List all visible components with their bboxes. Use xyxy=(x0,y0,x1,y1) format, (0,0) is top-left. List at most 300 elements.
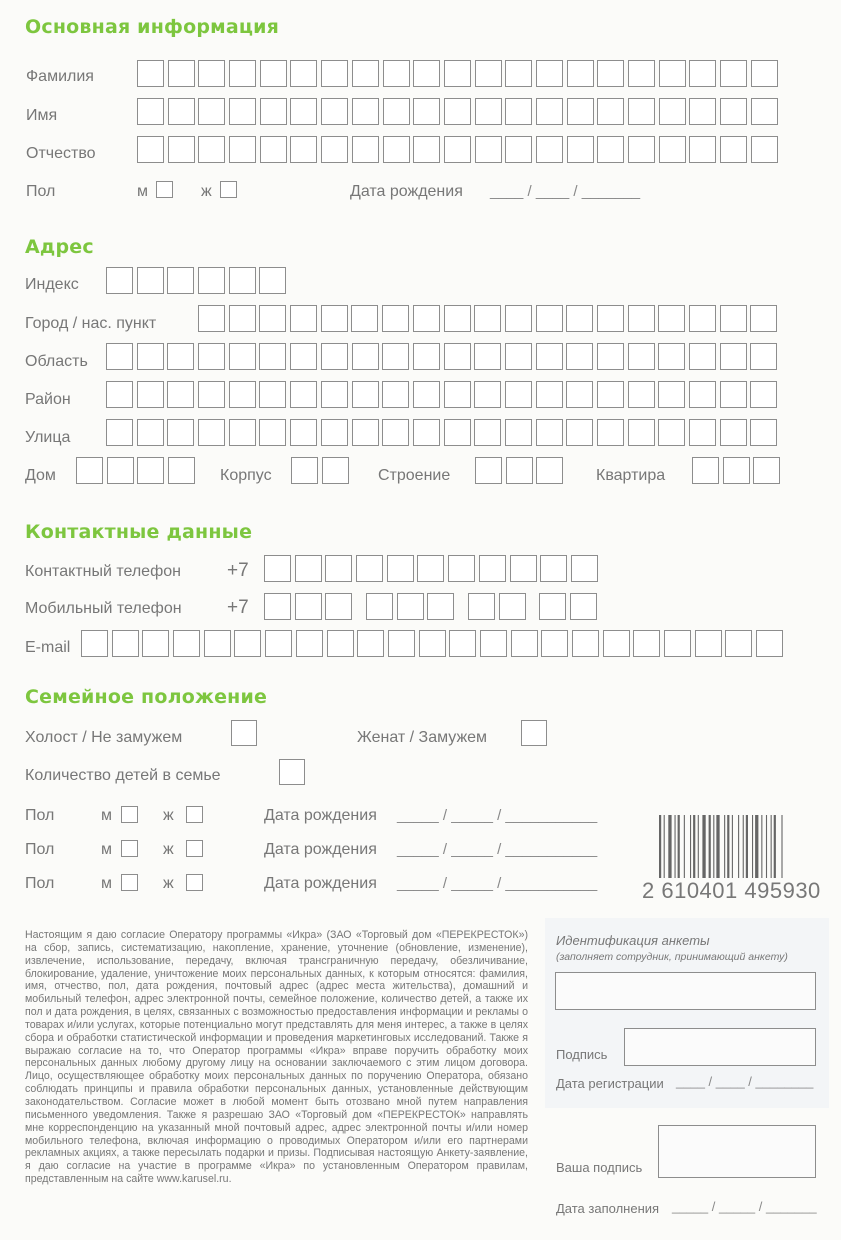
char-box[interactable] xyxy=(413,305,440,332)
char-box[interactable] xyxy=(628,343,655,370)
char-box[interactable] xyxy=(475,98,502,125)
married-checkbox[interactable] xyxy=(521,720,547,746)
char-box[interactable] xyxy=(419,630,446,657)
char-box[interactable] xyxy=(259,419,286,446)
char-box[interactable] xyxy=(204,630,231,657)
char-box[interactable] xyxy=(168,457,195,484)
char-box[interactable] xyxy=(597,343,624,370)
char-box[interactable] xyxy=(137,343,164,370)
barcode-bar xyxy=(755,815,758,885)
street-field[interactable] xyxy=(106,419,781,446)
char-box[interactable] xyxy=(259,343,286,370)
reg-date-field[interactable]: ____ / ____ / ________ xyxy=(676,1074,814,1089)
char-box[interactable] xyxy=(444,419,471,446)
male-label: м xyxy=(137,183,148,200)
char-box[interactable] xyxy=(468,593,495,620)
char-box[interactable] xyxy=(321,136,348,163)
char-box[interactable] xyxy=(366,593,393,620)
char-box[interactable] xyxy=(137,419,164,446)
child-male-label: м xyxy=(101,875,112,892)
char-box[interactable] xyxy=(321,343,348,370)
char-box[interactable] xyxy=(566,305,593,332)
char-box[interactable] xyxy=(383,136,410,163)
house-label: Дом xyxy=(25,467,56,484)
birthdate-field[interactable]: ____ / ____ / _______ xyxy=(490,183,641,200)
mobile-prefix: +7 xyxy=(227,597,249,618)
char-box[interactable] xyxy=(692,457,719,484)
apartment-field[interactable] xyxy=(692,457,784,484)
char-box[interactable] xyxy=(536,381,563,408)
char-box[interactable] xyxy=(352,343,379,370)
child-gender-label: Пол xyxy=(25,807,55,824)
barcode-bar xyxy=(668,815,671,885)
char-box[interactable] xyxy=(633,630,660,657)
mobile-part2-field[interactable] xyxy=(468,593,529,620)
barcode-bar xyxy=(732,815,733,885)
char-box[interactable] xyxy=(290,60,317,87)
char-box[interactable] xyxy=(198,343,225,370)
char-box[interactable] xyxy=(352,381,379,408)
barcode-bar xyxy=(659,815,661,885)
child-male-checkbox[interactable] xyxy=(121,806,138,823)
char-box[interactable] xyxy=(168,60,195,87)
char-box[interactable] xyxy=(383,98,410,125)
gender-label: Пол xyxy=(26,183,56,200)
char-box[interactable] xyxy=(448,555,475,582)
char-box[interactable] xyxy=(444,381,471,408)
structure-field[interactable] xyxy=(475,457,567,484)
barcode-number: 2 610401 495930 xyxy=(642,878,821,903)
mobile-part1-field[interactable] xyxy=(366,593,458,620)
char-box[interactable] xyxy=(397,593,424,620)
char-box[interactable] xyxy=(475,136,502,163)
married-label: Женат / Замужем xyxy=(357,729,488,746)
char-box[interactable] xyxy=(720,60,747,87)
char-box[interactable] xyxy=(723,457,750,484)
customer-signature-field[interactable] xyxy=(658,1125,816,1178)
char-box[interactable] xyxy=(720,98,747,125)
char-box[interactable] xyxy=(567,60,594,87)
char-box[interactable] xyxy=(382,419,409,446)
patronymic-field[interactable] xyxy=(137,136,781,163)
surname-field[interactable] xyxy=(137,60,781,87)
char-box[interactable] xyxy=(505,343,532,370)
barcode-bar xyxy=(752,815,753,885)
index-field[interactable] xyxy=(106,267,290,294)
char-box[interactable] xyxy=(510,555,537,582)
char-box[interactable] xyxy=(229,98,256,125)
child-gender-label: Пол xyxy=(25,875,55,892)
surname-label: Фамилия xyxy=(26,68,94,85)
char-box[interactable] xyxy=(173,630,200,657)
char-box[interactable] xyxy=(137,136,164,163)
char-box[interactable] xyxy=(751,98,778,125)
child-male-label: м xyxy=(101,807,112,824)
char-box[interactable] xyxy=(750,305,777,332)
char-box[interactable] xyxy=(413,60,440,87)
char-box[interactable] xyxy=(356,555,383,582)
char-box[interactable] xyxy=(474,381,501,408)
char-box[interactable] xyxy=(382,381,409,408)
char-box[interactable] xyxy=(325,593,352,620)
email-field[interactable] xyxy=(81,630,787,657)
char-box[interactable] xyxy=(751,60,778,87)
phone-prefix: +7 xyxy=(227,560,249,581)
char-box[interactable] xyxy=(264,555,291,582)
char-box[interactable] xyxy=(81,630,108,657)
barcode-bar xyxy=(771,815,772,885)
char-box[interactable] xyxy=(566,343,593,370)
char-box[interactable] xyxy=(290,343,317,370)
char-box[interactable] xyxy=(167,267,194,294)
char-box[interactable] xyxy=(322,457,349,484)
child-female-label: ж xyxy=(163,807,174,824)
char-box[interactable] xyxy=(628,381,655,408)
char-box[interactable] xyxy=(628,60,655,87)
char-box[interactable] xyxy=(511,630,538,657)
char-box[interactable] xyxy=(505,98,532,125)
char-box[interactable] xyxy=(536,343,563,370)
char-box[interactable] xyxy=(137,381,164,408)
char-box[interactable] xyxy=(321,419,348,446)
char-box[interactable] xyxy=(720,419,747,446)
female-checkbox[interactable] xyxy=(220,181,237,198)
char-box[interactable] xyxy=(664,630,691,657)
barcode-bar xyxy=(684,815,685,885)
barcode-bar xyxy=(702,815,705,885)
char-box[interactable] xyxy=(567,136,594,163)
city-field[interactable] xyxy=(198,305,781,332)
char-box[interactable] xyxy=(290,419,317,446)
char-box[interactable] xyxy=(167,343,194,370)
char-box[interactable] xyxy=(753,457,780,484)
char-box[interactable] xyxy=(137,98,164,125)
char-box[interactable] xyxy=(474,419,501,446)
char-box[interactable] xyxy=(296,630,323,657)
section-title-family: Семейное положение xyxy=(25,686,268,708)
char-box[interactable] xyxy=(417,555,444,582)
city-label: Город / нас. пункт xyxy=(25,315,157,332)
char-box[interactable] xyxy=(112,630,139,657)
char-box[interactable] xyxy=(536,419,563,446)
street-label: Улица xyxy=(25,429,71,446)
single-label: Холост / Не замужем xyxy=(25,729,183,746)
char-box[interactable] xyxy=(260,60,287,87)
char-box[interactable] xyxy=(689,343,716,370)
mobile-label: Мобильный телефон xyxy=(25,600,182,617)
char-box[interactable] xyxy=(597,419,624,446)
char-box[interactable] xyxy=(444,60,471,87)
char-box[interactable] xyxy=(689,419,716,446)
char-box[interactable] xyxy=(628,419,655,446)
phone-label: Контактный телефон xyxy=(25,563,181,580)
char-box[interactable] xyxy=(597,381,624,408)
char-box[interactable] xyxy=(260,136,287,163)
char-box[interactable] xyxy=(321,98,348,125)
child-birthdate-label: Дата рождения xyxy=(264,807,377,824)
char-box[interactable] xyxy=(229,381,256,408)
child-birthdate-field[interactable]: _____ / _____ / ___________ xyxy=(397,807,598,824)
char-box[interactable] xyxy=(751,136,778,163)
char-box[interactable] xyxy=(479,555,506,582)
char-box[interactable] xyxy=(541,630,568,657)
char-box[interactable] xyxy=(444,98,471,125)
char-box[interactable] xyxy=(658,381,685,408)
char-box[interactable] xyxy=(475,457,502,484)
char-box[interactable] xyxy=(750,419,777,446)
char-box[interactable] xyxy=(499,593,526,620)
char-box[interactable] xyxy=(142,630,169,657)
char-box[interactable] xyxy=(536,98,563,125)
char-box[interactable] xyxy=(168,98,195,125)
char-box[interactable] xyxy=(137,457,164,484)
char-box[interactable] xyxy=(572,630,599,657)
char-box[interactable] xyxy=(474,305,501,332)
email-label: E-mail xyxy=(25,639,71,656)
single-checkbox[interactable] xyxy=(231,720,257,746)
char-box[interactable] xyxy=(106,267,133,294)
char-box[interactable] xyxy=(505,381,532,408)
char-box[interactable] xyxy=(597,305,624,332)
child-male-checkbox[interactable] xyxy=(121,874,138,891)
char-box[interactable] xyxy=(259,381,286,408)
name-field[interactable] xyxy=(137,98,781,125)
child-male-checkbox[interactable] xyxy=(121,840,138,857)
char-box[interactable] xyxy=(198,419,225,446)
char-box[interactable] xyxy=(505,305,532,332)
char-box[interactable] xyxy=(444,136,471,163)
char-box[interactable] xyxy=(388,630,415,657)
char-box[interactable] xyxy=(689,305,716,332)
char-box[interactable] xyxy=(229,136,256,163)
char-box[interactable] xyxy=(658,343,685,370)
child-female-checkbox[interactable] xyxy=(186,806,203,823)
char-box[interactable] xyxy=(720,136,747,163)
customer-signature-label: Ваша подпись xyxy=(556,1160,643,1175)
staff-signature-field[interactable] xyxy=(624,1028,816,1066)
char-box[interactable] xyxy=(137,267,164,294)
char-box[interactable] xyxy=(387,555,414,582)
child-female-checkbox[interactable] xyxy=(186,874,203,891)
char-box[interactable] xyxy=(720,381,747,408)
char-box[interactable] xyxy=(137,60,164,87)
barcode-bar xyxy=(781,815,782,885)
char-box[interactable] xyxy=(444,343,471,370)
mobile-code-field[interactable] xyxy=(264,593,356,620)
char-box[interactable] xyxy=(658,419,685,446)
child-birthdate-field[interactable]: _____ / _____ / ___________ xyxy=(397,875,598,892)
char-box[interactable] xyxy=(540,555,567,582)
char-box[interactable] xyxy=(106,381,133,408)
char-box[interactable] xyxy=(382,305,409,332)
char-box[interactable] xyxy=(198,381,225,408)
char-box[interactable] xyxy=(413,419,440,446)
char-box[interactable] xyxy=(352,136,379,163)
char-box[interactable] xyxy=(106,343,133,370)
char-box[interactable] xyxy=(198,60,225,87)
char-box[interactable] xyxy=(413,136,440,163)
char-box[interactable] xyxy=(695,630,722,657)
char-box[interactable] xyxy=(444,305,471,332)
char-box[interactable] xyxy=(720,343,747,370)
char-box[interactable] xyxy=(570,593,597,620)
char-box[interactable] xyxy=(76,457,103,484)
char-box[interactable] xyxy=(536,305,563,332)
char-box[interactable] xyxy=(198,267,225,294)
male-checkbox[interactable] xyxy=(156,181,173,198)
char-box[interactable] xyxy=(383,60,410,87)
char-box[interactable] xyxy=(413,381,440,408)
barcode-bar xyxy=(698,815,699,885)
barcode-bar xyxy=(724,815,725,885)
char-box[interactable] xyxy=(597,136,624,163)
char-box[interactable] xyxy=(198,305,225,332)
char-box[interactable] xyxy=(168,136,195,163)
char-box[interactable] xyxy=(290,136,317,163)
char-box[interactable] xyxy=(720,305,747,332)
char-box[interactable] xyxy=(198,98,225,125)
char-box[interactable] xyxy=(229,343,256,370)
char-box[interactable] xyxy=(357,630,384,657)
child-birthdate-field[interactable]: _____ / _____ / ___________ xyxy=(397,841,598,858)
region-field[interactable] xyxy=(106,343,781,370)
char-box[interactable] xyxy=(567,98,594,125)
char-box[interactable] xyxy=(659,60,686,87)
char-box[interactable] xyxy=(259,305,286,332)
char-box[interactable] xyxy=(689,381,716,408)
char-box[interactable] xyxy=(264,593,291,620)
phone-field[interactable] xyxy=(264,555,602,582)
barcode-bar xyxy=(664,815,665,885)
char-box[interactable] xyxy=(259,267,286,294)
char-box[interactable] xyxy=(167,419,194,446)
char-box[interactable] xyxy=(597,60,624,87)
form-id-field[interactable] xyxy=(555,972,816,1010)
char-box[interactable] xyxy=(291,457,318,484)
fill-date-label: Дата заполнения xyxy=(556,1201,660,1216)
barcode-bar xyxy=(774,815,776,885)
char-box[interactable] xyxy=(505,60,532,87)
char-box[interactable] xyxy=(571,555,598,582)
char-box[interactable] xyxy=(229,419,256,446)
char-box[interactable] xyxy=(265,630,292,657)
char-box[interactable] xyxy=(474,343,501,370)
char-box[interactable] xyxy=(352,419,379,446)
char-box[interactable] xyxy=(167,381,194,408)
child-gender-label: Пол xyxy=(25,841,55,858)
char-box[interactable] xyxy=(750,343,777,370)
building-field[interactable] xyxy=(291,457,352,484)
char-box[interactable] xyxy=(321,381,348,408)
char-box[interactable] xyxy=(351,305,378,332)
barcode-bar xyxy=(746,815,748,885)
barcode-bar xyxy=(738,815,739,885)
char-box[interactable] xyxy=(659,98,686,125)
child-female-checkbox[interactable] xyxy=(186,840,203,857)
barcode-bar xyxy=(761,815,762,885)
char-box[interactable] xyxy=(566,381,593,408)
child-female-label: ж xyxy=(163,875,174,892)
building-label: Корпус xyxy=(220,467,272,484)
char-box[interactable] xyxy=(628,98,655,125)
char-box[interactable] xyxy=(449,630,476,657)
char-box[interactable] xyxy=(536,457,563,484)
char-box[interactable] xyxy=(750,381,777,408)
char-box[interactable] xyxy=(689,136,716,163)
char-box[interactable] xyxy=(475,60,502,87)
char-box[interactable] xyxy=(321,305,348,332)
char-box[interactable] xyxy=(352,98,379,125)
char-box[interactable] xyxy=(290,381,317,408)
house-field[interactable] xyxy=(76,457,199,484)
char-box[interactable] xyxy=(290,98,317,125)
char-box[interactable] xyxy=(505,419,532,446)
structure-label: Строение xyxy=(378,467,451,484)
char-box[interactable] xyxy=(597,98,624,125)
char-box[interactable] xyxy=(628,136,655,163)
char-box[interactable] xyxy=(260,98,287,125)
char-box[interactable] xyxy=(603,630,630,657)
char-box[interactable] xyxy=(198,136,225,163)
char-box[interactable] xyxy=(480,630,507,657)
char-box[interactable] xyxy=(413,343,440,370)
char-box[interactable] xyxy=(427,593,454,620)
char-box[interactable] xyxy=(536,60,563,87)
char-box[interactable] xyxy=(536,136,563,163)
char-box[interactable] xyxy=(229,60,256,87)
children-count-box[interactable] xyxy=(279,759,305,785)
barcode-bar xyxy=(675,815,676,885)
char-box[interactable] xyxy=(327,630,354,657)
char-box[interactable] xyxy=(290,305,317,332)
mobile-part3-field[interactable] xyxy=(539,593,600,620)
char-box[interactable] xyxy=(689,60,716,87)
char-box[interactable] xyxy=(325,555,352,582)
char-box[interactable] xyxy=(658,305,685,332)
char-box[interactable] xyxy=(107,457,134,484)
birthdate-label: Дата рождения xyxy=(350,183,463,200)
barcode-bar xyxy=(678,815,680,885)
char-box[interactable] xyxy=(659,136,686,163)
char-box[interactable] xyxy=(106,419,133,446)
char-box[interactable] xyxy=(295,593,322,620)
char-box[interactable] xyxy=(566,419,593,446)
char-box[interactable] xyxy=(756,630,783,657)
char-box[interactable] xyxy=(413,98,440,125)
char-box[interactable] xyxy=(725,630,752,657)
char-box[interactable] xyxy=(628,305,655,332)
barcode-bar xyxy=(693,815,695,885)
char-box[interactable] xyxy=(229,267,256,294)
char-box[interactable] xyxy=(689,98,716,125)
district-field[interactable] xyxy=(106,381,781,408)
apartment-label: Квартира xyxy=(596,467,666,484)
fill-date-field[interactable]: _____ / _____ / _______ xyxy=(672,1199,817,1214)
char-box[interactable] xyxy=(352,60,379,87)
section-title-contacts: Контактные данные xyxy=(25,521,253,543)
char-box[interactable] xyxy=(295,555,322,582)
barcode-bar xyxy=(709,815,711,885)
char-box[interactable] xyxy=(539,593,566,620)
char-box[interactable] xyxy=(321,60,348,87)
char-box[interactable] xyxy=(505,136,532,163)
section-title-address: Адрес xyxy=(25,236,94,258)
district-label: Район xyxy=(25,391,71,408)
char-box[interactable] xyxy=(382,343,409,370)
char-box[interactable] xyxy=(229,305,256,332)
char-box[interactable] xyxy=(506,457,533,484)
char-box[interactable] xyxy=(234,630,261,657)
